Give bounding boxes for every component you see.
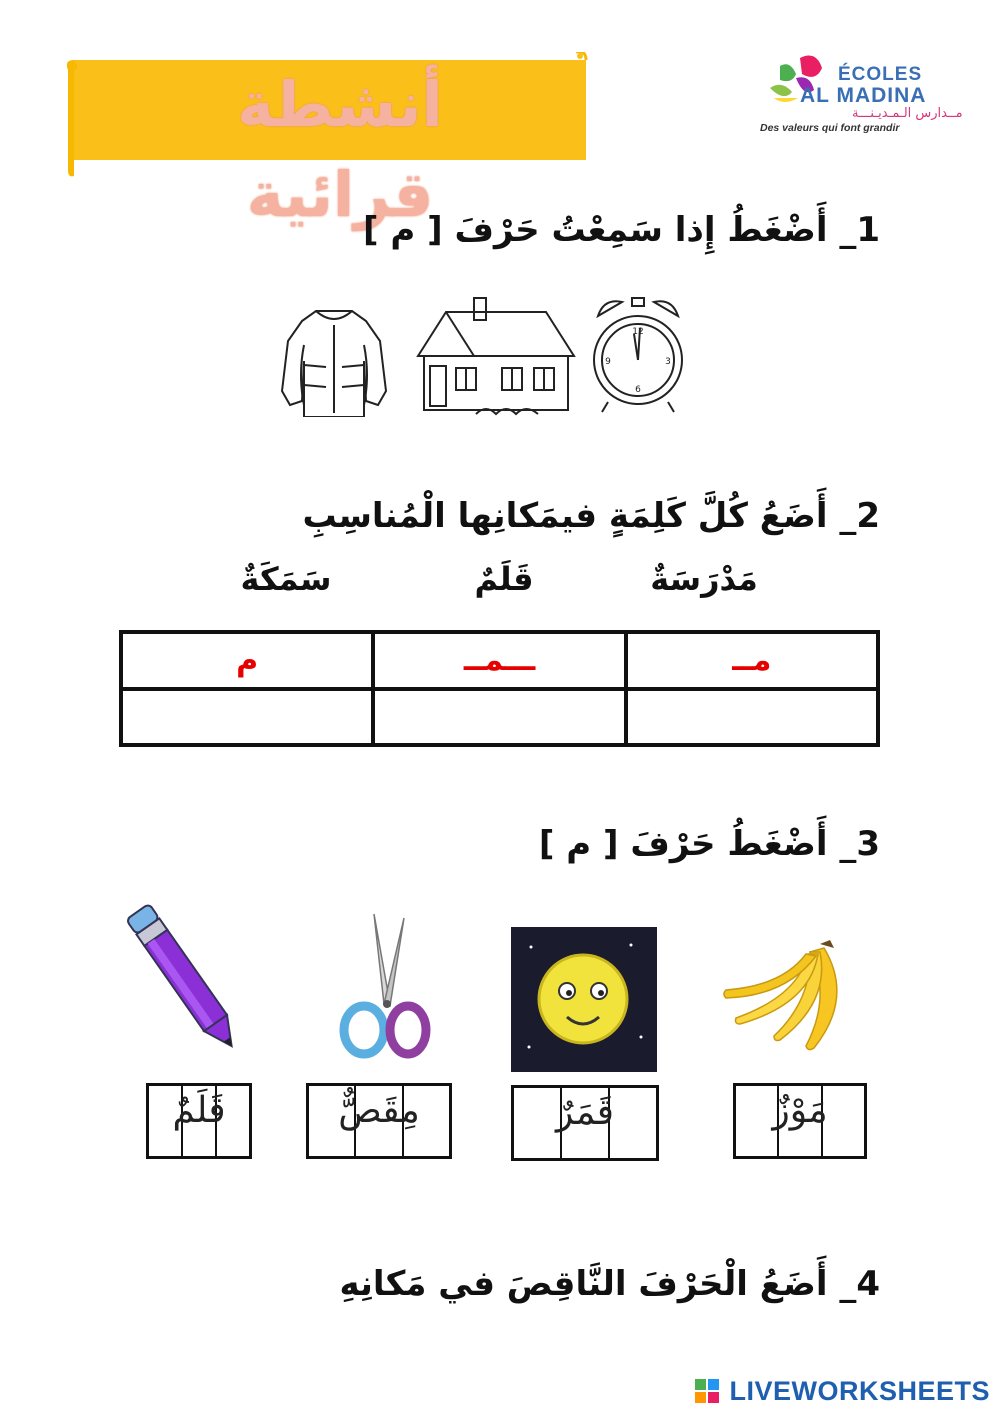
table-header-row <box>121 632 878 689</box>
section2-heading: 2_ أَضَعُ كُلَّ كَلِمَةٍ فيمَكانِها الْمُناسِبِ <box>302 496 880 536</box>
jacket-icon[interactable] <box>276 305 392 417</box>
liveworksheets-logo-icon <box>694 1378 722 1404</box>
moon-icon <box>511 927 657 1072</box>
word-qalam: قَلَمٌ <box>172 1090 226 1131</box>
position-end-header: م <box>121 632 373 689</box>
section4-heading: 4_ أَضَعُ الْحَرْفَ النَّاقِصَ في مَكانِهِ <box>339 1264 880 1304</box>
word-bank-item[interactable]: قَلَمٌ <box>474 560 534 598</box>
word-bank-item[interactable]: مَدْرَسَةٌ <box>650 560 758 598</box>
position-middle-header: ـــمــ <box>373 632 625 689</box>
table-answer-row <box>121 689 878 746</box>
logo-text-al-madina: AL MADINA <box>800 84 927 107</box>
answer-drop-zone[interactable] <box>121 689 373 746</box>
svg-text:3: 3 <box>665 357 671 367</box>
logo-tagline: Des valeurs qui font grandir <box>760 122 900 134</box>
logo-text-arabic: مــدارس الـمـديـنـــة <box>852 106 963 121</box>
answer-drop-zone[interactable] <box>373 689 625 746</box>
worksheet-title: أنشطة قرائية <box>237 68 443 231</box>
banana-icon <box>720 938 860 1062</box>
letter-position-table <box>119 630 880 747</box>
svg-text:6: 6 <box>635 385 641 395</box>
scissors-icon <box>338 912 432 1062</box>
position-start-header: مــ <box>626 632 878 689</box>
svg-text:9: 9 <box>605 357 611 367</box>
logo-text-ecoles: ÉCOLES <box>838 64 923 85</box>
section1-heading: 1_ أَضْغَطُ إِذا سَمِعْتُ حَرْفَ [ م ] <box>363 210 880 250</box>
section3-heading: 3_ أَضْغَطُ حَرْفَ [ م ] <box>538 824 880 864</box>
word-qamar: قَمَرٌ <box>556 1092 614 1133</box>
liveworksheets-brand: LIVEWORKSHEETS <box>729 1376 990 1406</box>
pencil-icon <box>126 893 242 1063</box>
clock-icon[interactable] <box>590 294 686 416</box>
word-bank-item[interactable]: سَمَكَةٌ <box>240 560 332 598</box>
house-icon[interactable] <box>416 296 576 420</box>
word-mawz: مَوْزٌ <box>772 1090 828 1131</box>
svg-text:12: 12 <box>632 327 644 337</box>
word-miqass: مِقَصٌّ <box>338 1090 420 1131</box>
answer-drop-zone[interactable] <box>626 689 878 746</box>
